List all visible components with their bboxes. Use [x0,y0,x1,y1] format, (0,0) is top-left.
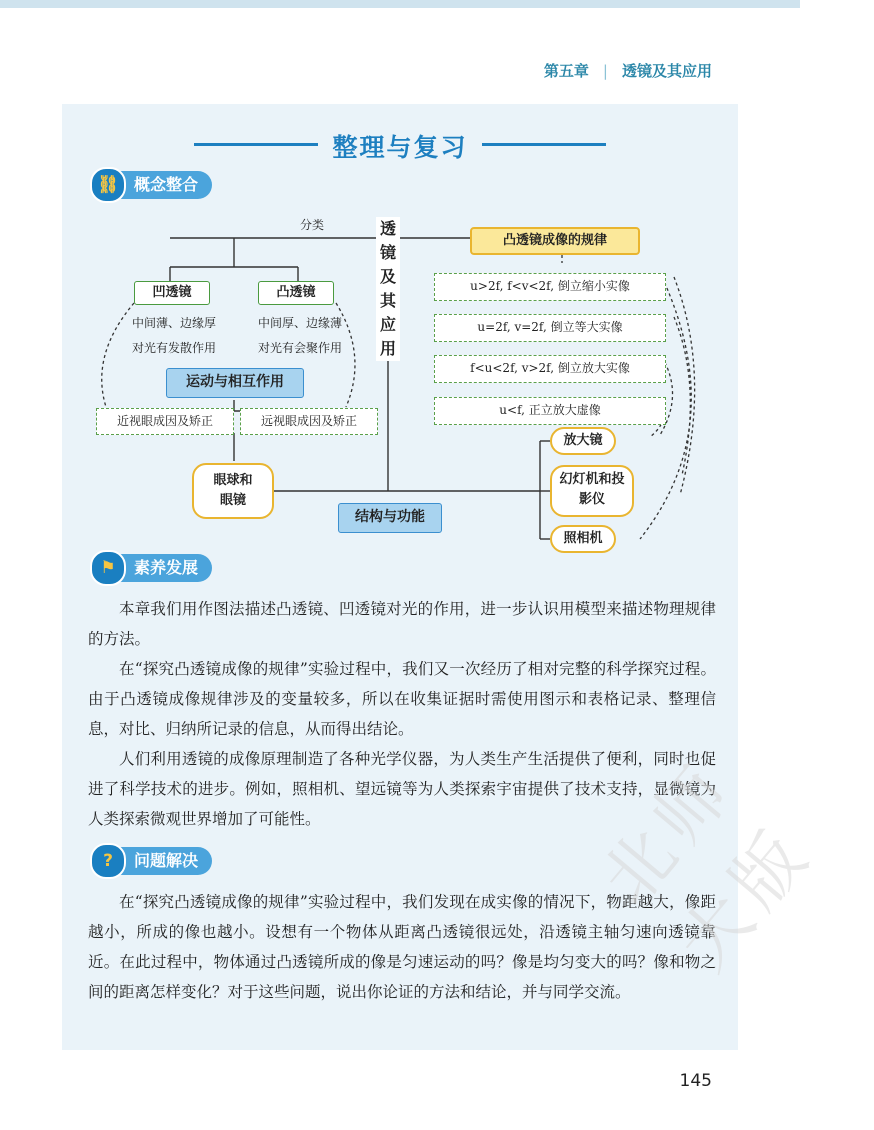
rule-4-box: u<f, 正立放大虚像 [434,397,666,425]
section-badge-literacy [90,553,212,583]
central-title [376,217,400,361]
problem-text [88,887,716,1007]
section-badge-concept [90,170,212,200]
rule-title-box: 凸透镜成像的规律 [470,227,640,255]
lightbulb-icon: ? [90,843,126,879]
camera-box: 照相机 [550,525,616,553]
myopia-box: 近视眼成因及矫正 [96,408,234,435]
concept-diagram [62,205,738,550]
eye-glasses-text: 眼球和眼镜 [213,473,253,508]
chapter-title: 透镜及其应用 [621,62,712,80]
classify-label: 分类 [299,218,324,232]
convex-lens-box: 凸透镜 [258,281,334,305]
eye-glasses-box [192,463,274,519]
section-label-problem: 问题解决 [116,847,212,875]
section-label-concept: 概念整合 [116,171,212,199]
literacy-paragraph-3: 人们利用透镜的成像原理制造了各种光学仪器，为人类生产生活提供了便利，同时也促进了科学技术的进步。例如，照相机、望远镜等为人类探索宇宙提供了技术支持，显微镜为人类探索微观世界增加了可能性。 [88,750,716,828]
interaction-box: 运动与相互作用 [166,368,304,398]
page-title: 整理与复习 [318,133,481,162]
concave-lens-box: 凹透镜 [134,281,210,305]
convex-desc-2: 对光有会聚作用 [257,341,342,355]
rule1-to-camera-arc [674,277,695,495]
header-strip [0,0,800,8]
rule-1-box: u>2f, f<v<2f, 倒立缩小实像 [434,273,666,301]
rule-3-box: f<u<2f, v>2f, 倒立放大实像 [434,355,666,383]
hyperopia-box: 远视眼成因及矫正 [240,408,378,435]
central-title-text: 透镜及其应用 [379,219,396,358]
projector-text: 幻灯机和投影仪 [559,472,625,507]
watermark: 北师大版 [585,745,829,986]
section-badge-problem [90,846,212,876]
problem-paragraph: 在“探究凸透镜成像的规律”实验过程中，我们发现在成实像的情况下，物距越大，像距越小，所成的像也越小。设想有一个物体从距离凸透镜很远处，沿透镜主轴匀速向透镜靠近。在此过程中，物体通过凸透镜所成的像是匀速运动的吗？像是均匀变大的吗？像和物之间的距离怎样变化？对于这些问题，说出你论证的方法和结论，并与同学交流。 [88,893,716,1001]
flag-icon: ⚑ [90,550,126,586]
chapter-header [544,60,712,81]
rule3-projector-arc [674,317,690,475]
concave-desc-2: 对光有发散作用 [131,341,216,355]
literacy-paragraph-2: 在“探究凸透镜成像的规律”实验过程中，我们又一次经历了相对完整的科学探究过程。由于凸透镜成像规律涉及的变量较多，所以在收集证据时需使用图示和表格记录、整理信息，对比、归纳所记录的信息，从而得出结论。 [88,660,716,738]
structure-box: 结构与功能 [338,503,442,533]
page-title-wrap [0,128,800,164]
chapter-number: 第五章 [543,62,589,80]
literacy-text [88,594,716,834]
projector-box [550,465,634,517]
literacy-paragraph-1: 本章我们用作图法描述凸透镜、凹透镜对光的作用，进一步认识用模型来描述物理规律的方法。 [88,600,716,648]
section-label-literacy: 素养发展 [116,554,212,582]
concave-desc-1: 中间薄、边缘厚 [131,316,216,330]
rule-2-box: u=2f, v=2f, 倒立等大实像 [434,314,666,342]
convex-desc-1: 中间厚、边缘薄 [257,316,342,330]
link-icon: ⛓ [90,167,126,203]
page-number: 145 [679,1071,712,1091]
magnifier-box: 放大镜 [550,427,616,455]
chapter-separator: | [602,61,608,80]
